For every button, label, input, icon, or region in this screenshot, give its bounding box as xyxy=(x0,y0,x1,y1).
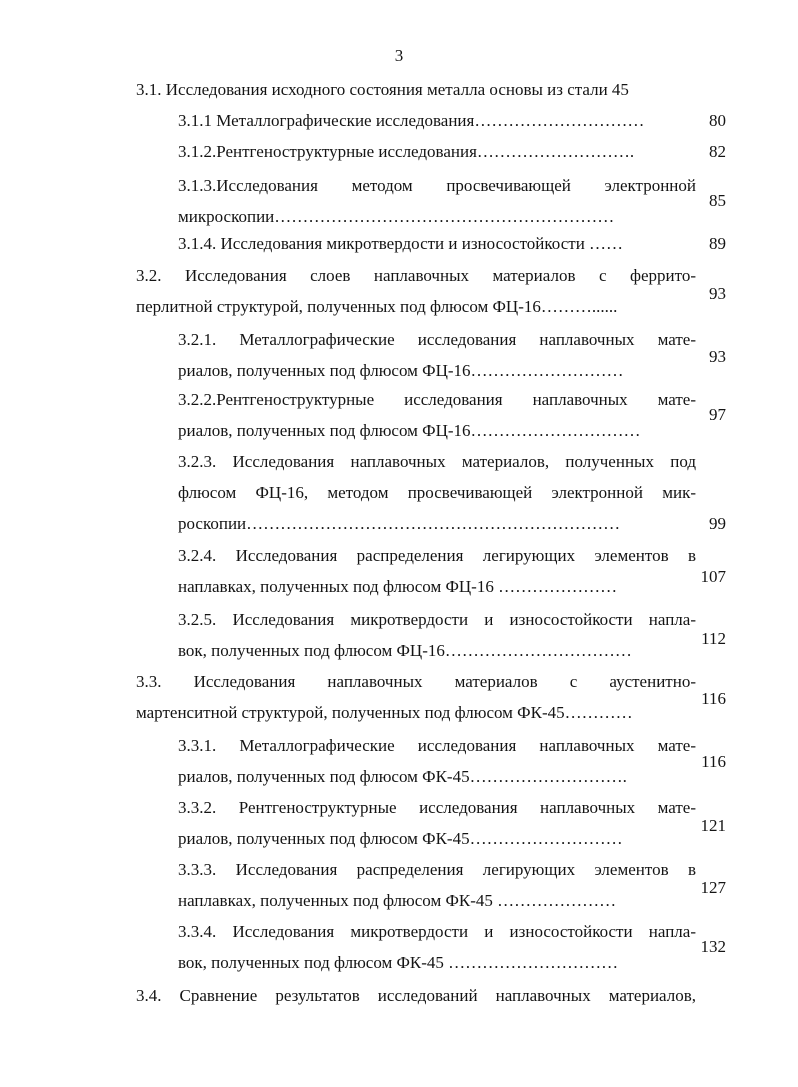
toc-page-number: 107 xyxy=(700,567,726,586)
toc-page-number: 99 xyxy=(709,514,726,533)
toc-line: 3.1. Исследования исходного состояния металла основы из стали 45 xyxy=(136,80,629,99)
toc-line: 3.1.4. Исследования микротвердости и износостойкости …… xyxy=(178,234,624,253)
toc-page-number: 97 xyxy=(709,405,726,424)
toc-page-number: 121 xyxy=(700,816,726,835)
toc-line: наплавках, полученных под флюсом ФК-45 ………………… xyxy=(178,891,617,910)
toc-page-number: 93 xyxy=(709,284,726,303)
toc-line: роскопии………………………………………………………… xyxy=(178,514,621,533)
toc-page-number: 112 xyxy=(701,629,726,648)
toc-line: перлитной структурой, полученных под флюсом ФЦ-16………...... xyxy=(136,297,618,316)
page-number: 3 xyxy=(394,46,404,65)
toc-line: 3.2.3. Исследования наплавочных материалов, полученных под xyxy=(178,452,696,471)
toc-page-number: 116 xyxy=(701,689,726,708)
toc-line: 3.2.5. Исследования микротвердости и износостойкости напла- xyxy=(178,610,696,629)
toc-line: риалов, полученных под флюсом ФЦ-16……………………… xyxy=(178,361,624,380)
toc-line: микроскопии…………………………………………………… xyxy=(178,207,615,226)
toc-page-number: 89 xyxy=(709,234,726,253)
toc-line: 3.2.4. Исследования распределения легирующих элементов в xyxy=(178,546,696,565)
toc-page-number: 82 xyxy=(709,142,726,161)
toc-page-number: 127 xyxy=(700,878,726,897)
toc-line: 3.1.3.Исследования методом просвечивающей электронной xyxy=(178,176,696,195)
toc-line: 3.3.2. Рентгеноструктурные исследования наплавочных мате- xyxy=(178,798,696,817)
toc-page-number: 132 xyxy=(700,937,726,956)
toc-line: 3.2.2.Рентгеноструктурные исследования наплавочных мате- xyxy=(178,390,696,409)
toc-line: 3.3.3. Исследования распределения легирующих элементов в xyxy=(178,860,696,879)
toc-line: вок, полученных под флюсом ФЦ-16…………………………… xyxy=(178,641,632,660)
toc-line: мартенситной структурой, полученных под флюсом ФК-45………… xyxy=(136,703,633,722)
toc-line: риалов, полученных под флюсом ФК-45……………………… xyxy=(178,829,623,848)
toc-line: 3.3.1. Металлографические исследования наплавочных мате- xyxy=(178,736,696,755)
toc-page-number: 85 xyxy=(709,191,726,210)
toc-line: 3.3.4. Исследования микротвердости и износостойкости напла- xyxy=(178,922,696,941)
toc-line: риалов, полученных под флюсом ФК-45………………………. xyxy=(178,767,627,786)
toc-line: 3.1.1 Металлографические исследования………………………… xyxy=(178,111,645,130)
toc-line: 3.2.1. Металлографические исследования наплавочных мате- xyxy=(178,330,696,349)
toc-line: риалов, полученных под флюсом ФЦ-16………………………… xyxy=(178,421,641,440)
toc-line: 3.1.2.Рентгеноструктурные исследования………………………. xyxy=(178,142,635,161)
toc-line: флюсом ФЦ-16, методом просвечивающей электронной мик- xyxy=(178,483,696,502)
toc-line: 3.4. Сравнение результатов исследований наплавочных материалов, xyxy=(136,986,696,1005)
toc-line: 3.2. Исследования слоев наплавочных материалов с феррито- xyxy=(136,266,696,285)
toc-line: 3.3. Исследования наплавочных материалов с аустенитно- xyxy=(136,672,696,691)
toc-page-number: 80 xyxy=(709,111,726,130)
toc-line: наплавках, полученных под флюсом ФЦ-16 ………………… xyxy=(178,577,618,596)
toc-page-number: 116 xyxy=(701,752,726,771)
toc-page-number: 93 xyxy=(709,347,726,366)
toc-line: вок, полученных под флюсом ФК-45 ………………………… xyxy=(178,953,619,972)
